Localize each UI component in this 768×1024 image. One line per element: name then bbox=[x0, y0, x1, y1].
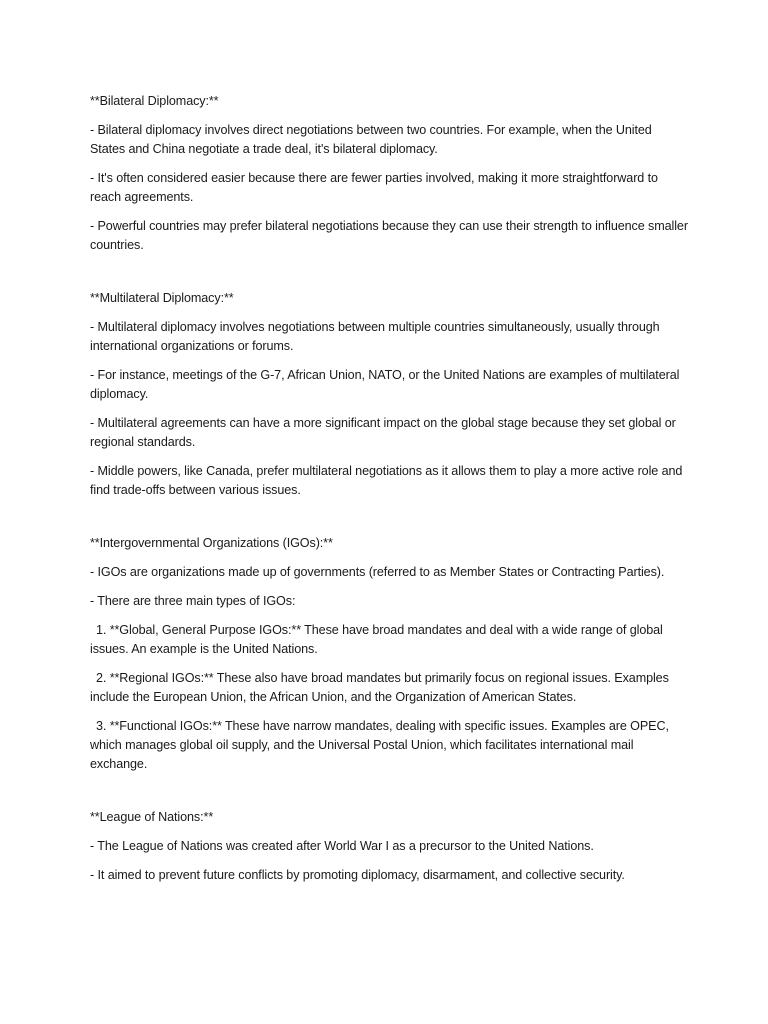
numbered-item: 1. **Global, General Purpose IGOs:** These have broad mandates and deal with a wide range of global issues. An example is the United Nations. bbox=[90, 623, 663, 656]
paragraph: - It aimed to prevent future conflicts by promoting diplomacy, disarmament, and collective security. bbox=[90, 868, 625, 882]
section-league-of-nations bbox=[90, 808, 690, 885]
document-page bbox=[90, 92, 690, 919]
paragraph: - Powerful countries may prefer bilateral negotiations because they can use their strength to influence smaller countries. bbox=[90, 219, 688, 252]
section-multilateral-diplomacy bbox=[90, 289, 690, 500]
section-bilateral-diplomacy bbox=[90, 92, 690, 255]
section-heading: **Bilateral Diplomacy:** bbox=[90, 94, 219, 108]
section-heading: **League of Nations:** bbox=[90, 810, 214, 824]
numbered-item: 3. **Functional IGOs:** These have narrow mandates, dealing with specific issues. Examples are OPEC, which manages global oil supply, and the Universal Postal Union, which facilitates international mail exchange. bbox=[90, 719, 669, 771]
paragraph: - The League of Nations was created after World War I as a precursor to the United Nations. bbox=[90, 839, 594, 853]
section-igos bbox=[90, 534, 690, 774]
paragraph: - Middle powers, like Canada, prefer multilateral negotiations as it allows them to play a more active role and find trade-offs between various issues. bbox=[90, 464, 683, 497]
numbered-item: 2. **Regional IGOs:** These also have broad mandates but primarily focus on regional issues. Examples include the European Union, the African Union, and the Organization of American States. bbox=[90, 671, 669, 704]
paragraph: - Bilateral diplomacy involves direct negotiations between two countries. For example, when the United States and China negotiate a trade deal, it's bilateral diplomacy. bbox=[90, 123, 652, 156]
paragraph: - For instance, meetings of the G-7, African Union, NATO, or the United Nations are examples of multilateral diplomacy. bbox=[90, 368, 680, 401]
paragraph: - Multilateral agreements can have a more significant impact on the global stage because they set global or regional standards. bbox=[90, 416, 676, 449]
section-heading: **Multilateral Diplomacy:** bbox=[90, 291, 234, 305]
paragraph: - Multilateral diplomacy involves negotiations between multiple countries simultaneously, usually through international organizations or forums. bbox=[90, 320, 660, 353]
paragraph: - IGOs are organizations made up of governments (referred to as Member States or Contracting Parties). bbox=[90, 565, 665, 579]
section-heading: **Intergovernmental Organizations (IGOs):** bbox=[90, 536, 333, 550]
paragraph: - It's often considered easier because there are fewer parties involved, making it more straightforward to reach agreements. bbox=[90, 171, 658, 204]
paragraph: - There are three main types of IGOs: bbox=[90, 594, 296, 608]
